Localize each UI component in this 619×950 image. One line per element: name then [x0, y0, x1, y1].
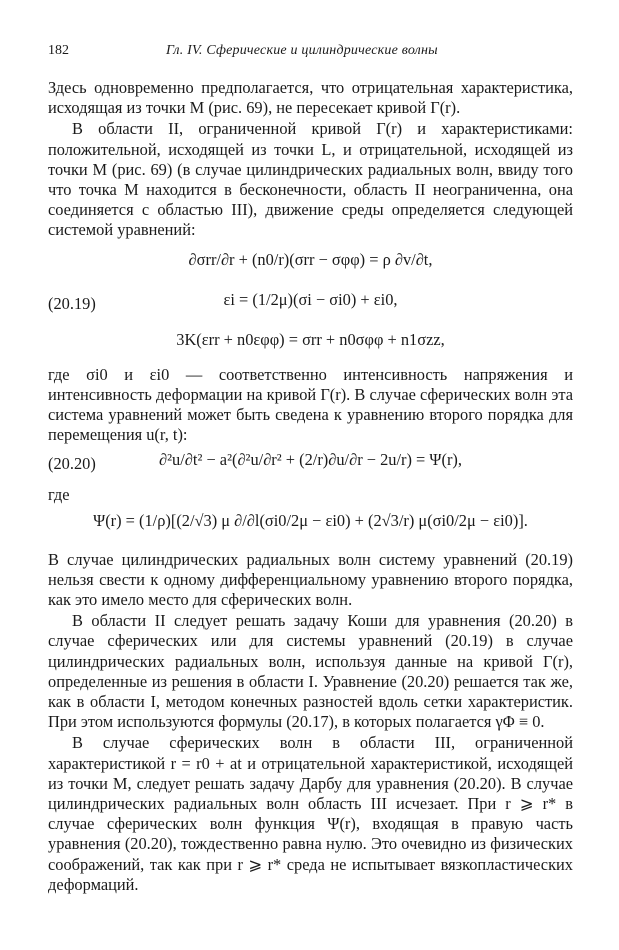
equation-20-20-label: (20.20) [48, 454, 96, 474]
running-title: Гл. IV. Сферические и цилиндрические волны [166, 43, 438, 58]
paragraph-2: В области II, ограниченной кривой Γ(r) и характеристиками: положительной, исходящей из точки L, и отрицательной, исходящей из точки M (рис. 69) (в случае цилиндрических радиальных волн, ввиду того что точка M находится в бесконечности, область II неограниченна, она соединяется с областью III), движение среды определяется следующей системой уравнений: [48, 119, 573, 240]
equation-20-20 [48, 445, 573, 485]
equation-20-19-c: 3K(εrr + n0εφφ) = σrr + n0σφφ + n1σzz, [176, 329, 445, 349]
page-header [48, 43, 573, 63]
equation-20-19-b: εi = (1/2μ)(σi − σi0) + εi0, [223, 289, 398, 309]
paragraph-1: Здесь одновременно предполагается, что отрицательная характеристика, исходящая из точки M (рис. 69), не пересекает кривой Γ(r). [48, 78, 573, 118]
page-body [48, 78, 573, 895]
equation-20-19-line-2 [48, 285, 573, 325]
paragraph-5: В области II следует решать задачу Коши для уравнения (20.20) в случае сферических или для системы уравнений (20.19) в случае цилиндрических радиальных волн, используя данные на кривой Γ(r), определенные из решения в области I. Уравнение (20.20) решается так же, как в области I, методом конечных разностей вдоль сетки характеристик. При этом используются формулы (20.17), в которых полагается γΦ ≡ 0. [48, 611, 573, 732]
equation-psi [48, 506, 573, 546]
paragraph-3: где σi0 и εi0 — соответственно интенсивность напряжения и интенсивность деформации на кривой Γ(r). В случае сферических волн эта система уравнений может быть сведена к уравнению второго порядка для перемещения u(r, t): [48, 364, 573, 445]
equation-20-19-line-3 [48, 325, 573, 365]
page-number: 182 [48, 43, 69, 58]
equation-system-20-19 [48, 245, 573, 365]
equation-20-19-line-1 [48, 245, 573, 285]
equation-20-19-label: (20.19) [48, 293, 96, 313]
paragraph-4: В случае цилиндрических радиальных волн систему уравнений (20.19) нельзя свести к одному дифференциальному уравнению второго порядка, как это имело место для сферических волн. [48, 549, 573, 610]
equation-psi-body: Ψ(r) = (1/ρ)[(2/√3) μ ∂/∂l(σi0/2μ − εi0) + (2√3/r) μ(σi0/2μ − εi0)]. [93, 510, 528, 530]
paragraph-6: В случае сферических волн в области III, ограниченной характеристикой r = r0 + at и отрицательной характеристикой, исходящей из точки M, следует решать задачу Дарбу для уравнения (20.20). В случае цилиндрических радиальных волн область III исчезает. При r ⩾ r* в случае сферических волн функция Ψ(r), входящая в правую часть уравнения (20.20), тождественно равна нулю. Это очевидно из физических соображений, так как при r ⩾ r* среда не испытывает вязкопластических деформаций. [48, 733, 573, 894]
equation-20-20-body: ∂²u/∂t² − a²(∂²u/∂r² + (2/r)∂u/∂r − 2u/r) = Ψ(r), [159, 450, 462, 470]
equation-20-19-a: ∂σrr/∂r + (n0/r)(σrr − σφφ) = ρ ∂v/∂t, [188, 249, 433, 269]
paragraph-where: где [48, 485, 70, 505]
